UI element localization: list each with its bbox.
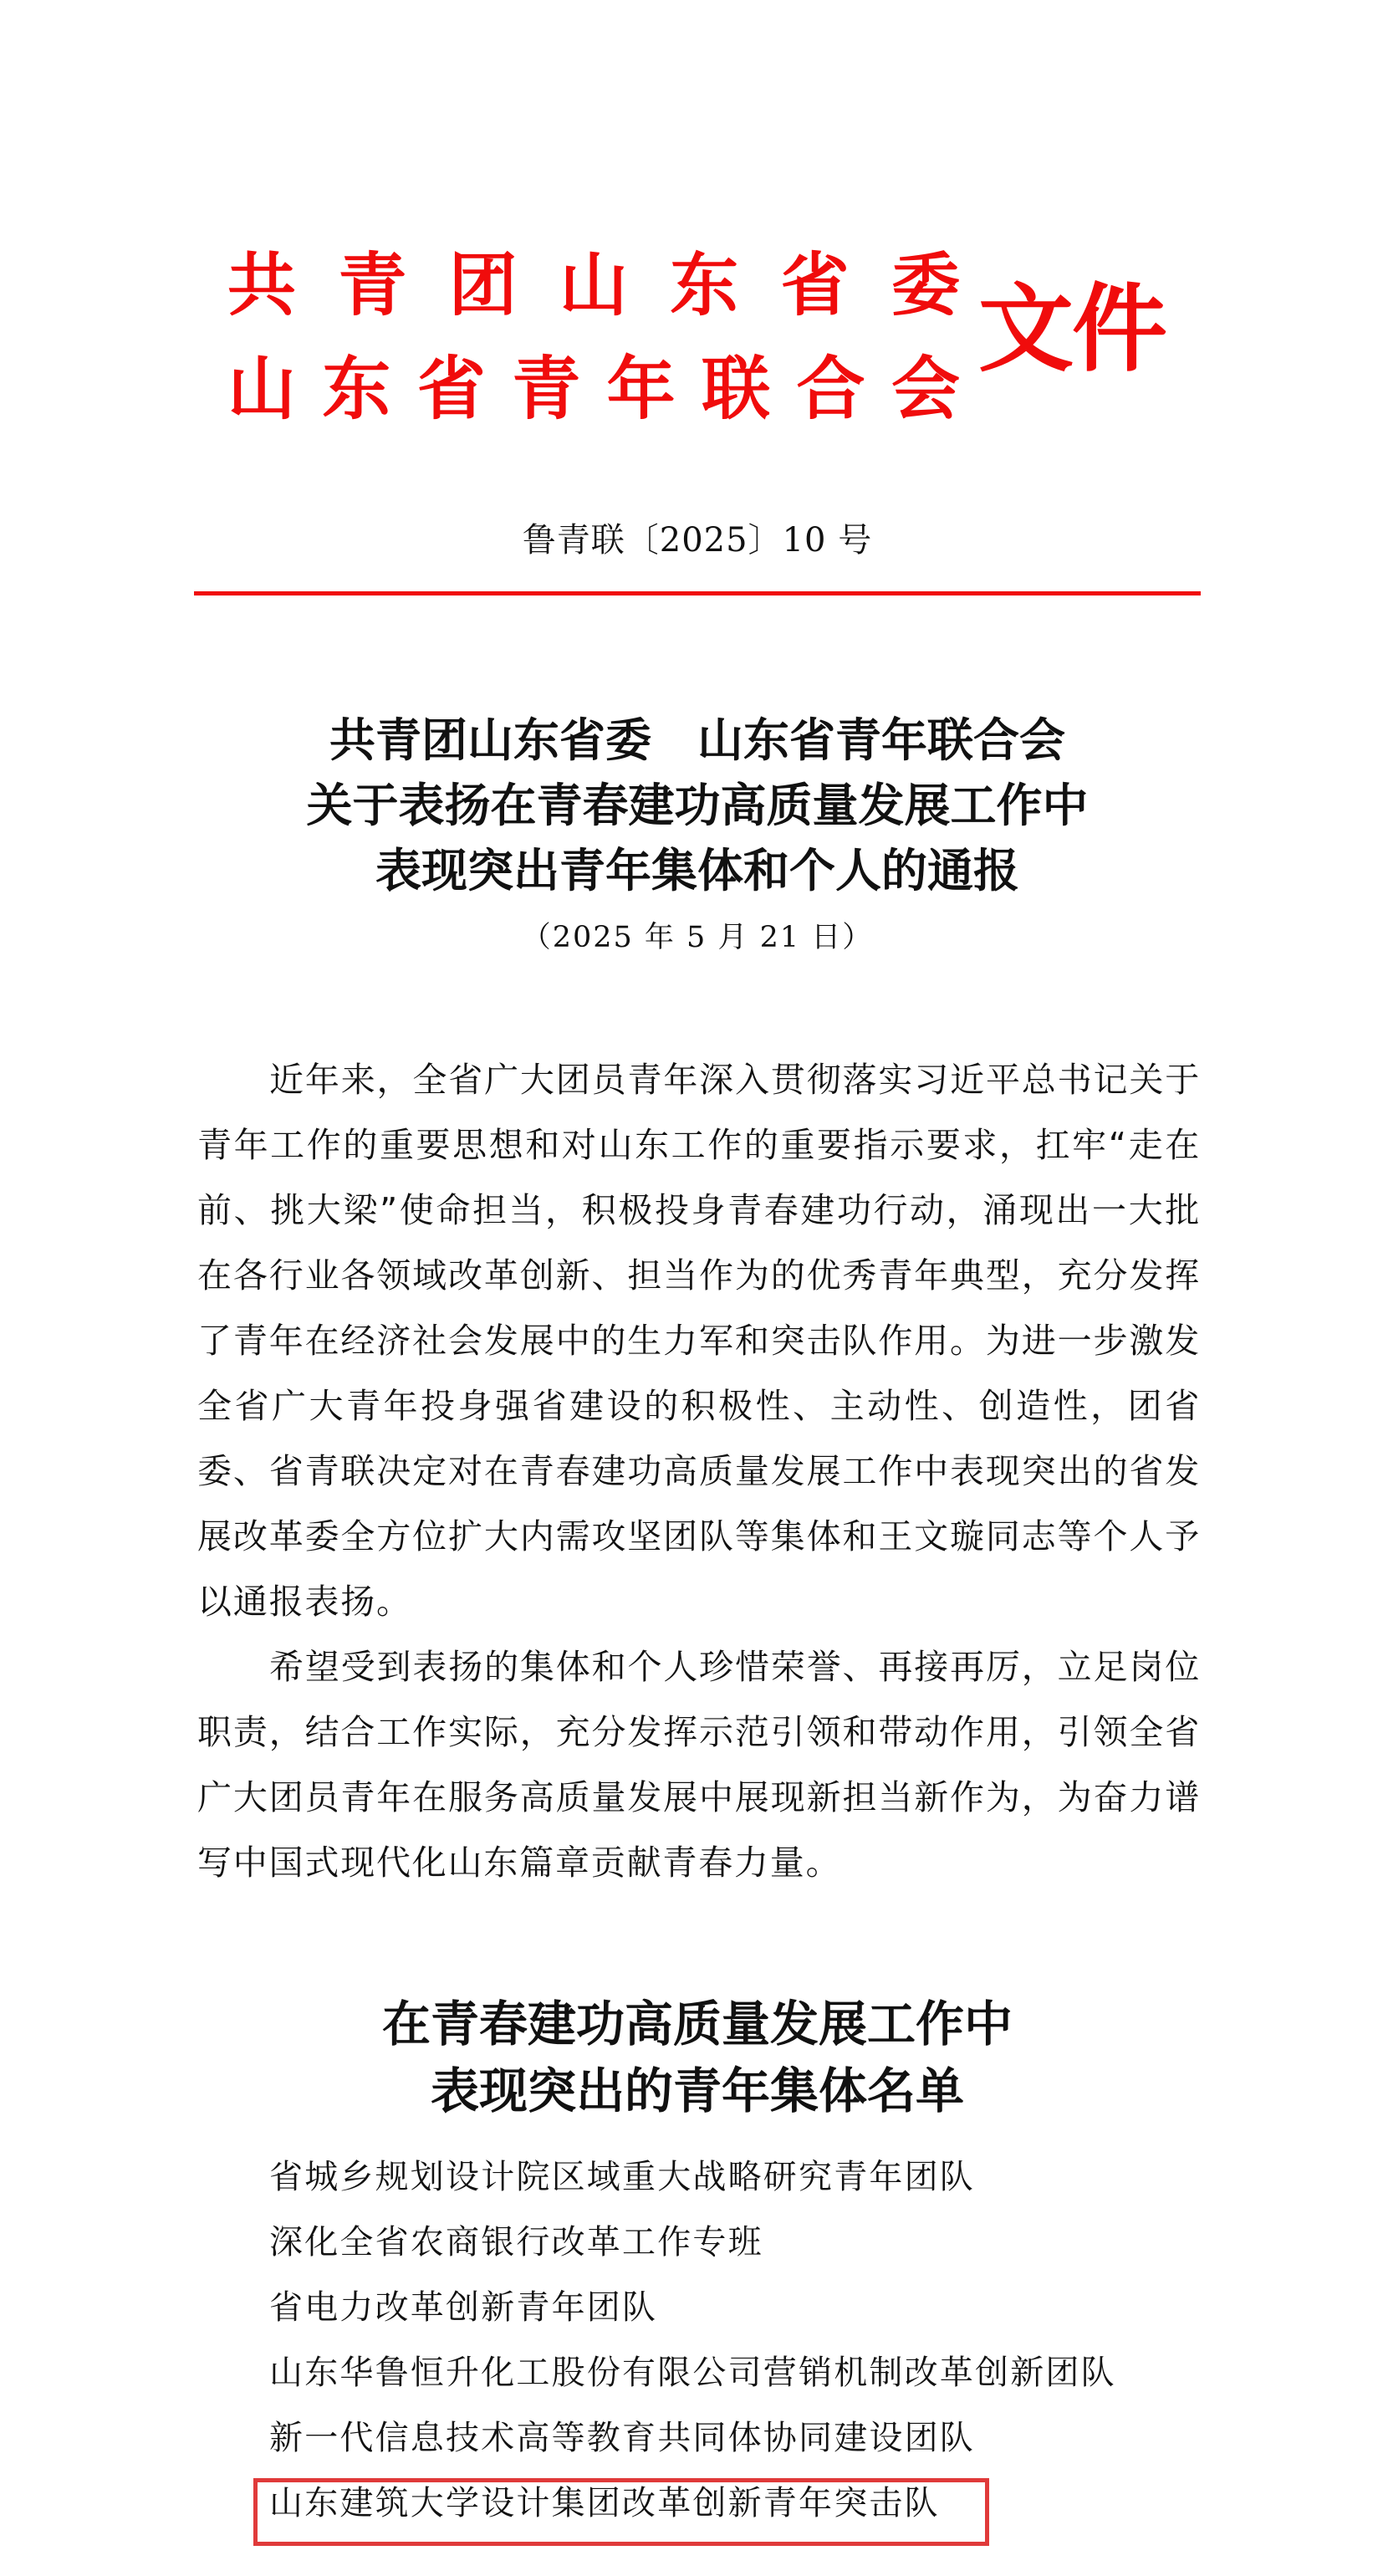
section-title-line: 表现突出的青年集体名单	[430, 2062, 964, 2119]
list-item: 山东华鲁恒升化工股份有限公司营销机制改革创新团队	[269, 2354, 1116, 2392]
body-paragraph-2	[197, 1634, 1201, 1895]
masthead-char: 东	[322, 349, 391, 429]
masthead-char: 年	[606, 349, 676, 429]
list-item-highlighted: 山东建筑大学设计集团改革创新青年突击队	[269, 2484, 940, 2522]
masthead-char: 合	[796, 349, 865, 429]
masthead-char: 省	[780, 245, 850, 325]
paragraph-text: 近年来，全省广大团员青年深入贯彻落实习近平总书记关于青年工作的重要思想和对山东工作的重要指示要求，扛牢“走在前、挑大梁”使命担当，积极投身青春建功行动，涌现出一大批在各行业各领域改革创新、担当作为的优秀青年典型，充分发挥了青年在经济社会发展中的生力军和突击队作用。为进一步激发全省广大青年投身强省建设的积极性、主动性、创造性，团省委、省青联决定对在青春建功高质量发展工作中表现突出的省发展改革委全方位扩大内需攻坚团队等集体和王文璇同志等个人予以通报表扬。	[197, 1060, 1201, 1622]
title-line: 关于表扬在青春建功高质量发展工作中	[306, 778, 1089, 832]
masthead-char: 委	[891, 245, 960, 325]
collective-list	[269, 2144, 1116, 2536]
masthead-line-1	[226, 245, 962, 325]
paragraph-text: 希望受到表扬的集体和个人珍惜荣誉、再接再厉，立足岗位职责，结合工作实际，充分发挥示范引领和带动作用，引领全省广大团员青年在服务高质量发展中展现新担当新作为，为奋力谱写中国式现代化山东篇章贡献青春力量。	[197, 1647, 1201, 1883]
masthead-char: 共	[227, 245, 296, 325]
body-paragraph-1	[197, 1047, 1201, 1634]
list-item: 省城乡规划设计院区域重大战略研究青年团队	[269, 2158, 975, 2196]
section-title-line: 在青春建功高质量发展工作中	[381, 1996, 1013, 2052]
masthead-char: 团	[448, 245, 518, 325]
masthead-document-label: 文件	[978, 273, 1166, 385]
title-line: 表现突出青年集体和个人的通报	[375, 843, 1019, 897]
list-item: 新一代信息技术高等教育共同体协同建设团队	[269, 2419, 975, 2457]
list-item: 深化全省农商银行改革工作专班	[269, 2223, 763, 2262]
masthead-char: 会	[891, 349, 960, 429]
section-title	[0, 1991, 1383, 2124]
masthead-char: 联	[702, 349, 771, 429]
masthead-char: 东	[670, 245, 739, 325]
masthead-char: 省	[416, 349, 486, 429]
masthead-char: 山	[227, 349, 296, 429]
notice-title	[0, 708, 1383, 903]
red-divider	[194, 591, 1201, 595]
list-item: 省电力改革创新青年团队	[269, 2288, 658, 2327]
issue-date: （2025 年 5 月 21 日）	[521, 921, 874, 954]
masthead-char: 青	[338, 245, 407, 325]
document-number: 鲁青联〔2025〕10 号	[522, 521, 873, 560]
masthead-char: 山	[559, 245, 628, 325]
highlight-box	[253, 2478, 989, 2546]
masthead-line-2	[226, 349, 962, 429]
title-line: 共青团山东省委 山东省青年联合会	[329, 713, 1065, 767]
masthead-char: 青	[512, 349, 581, 429]
